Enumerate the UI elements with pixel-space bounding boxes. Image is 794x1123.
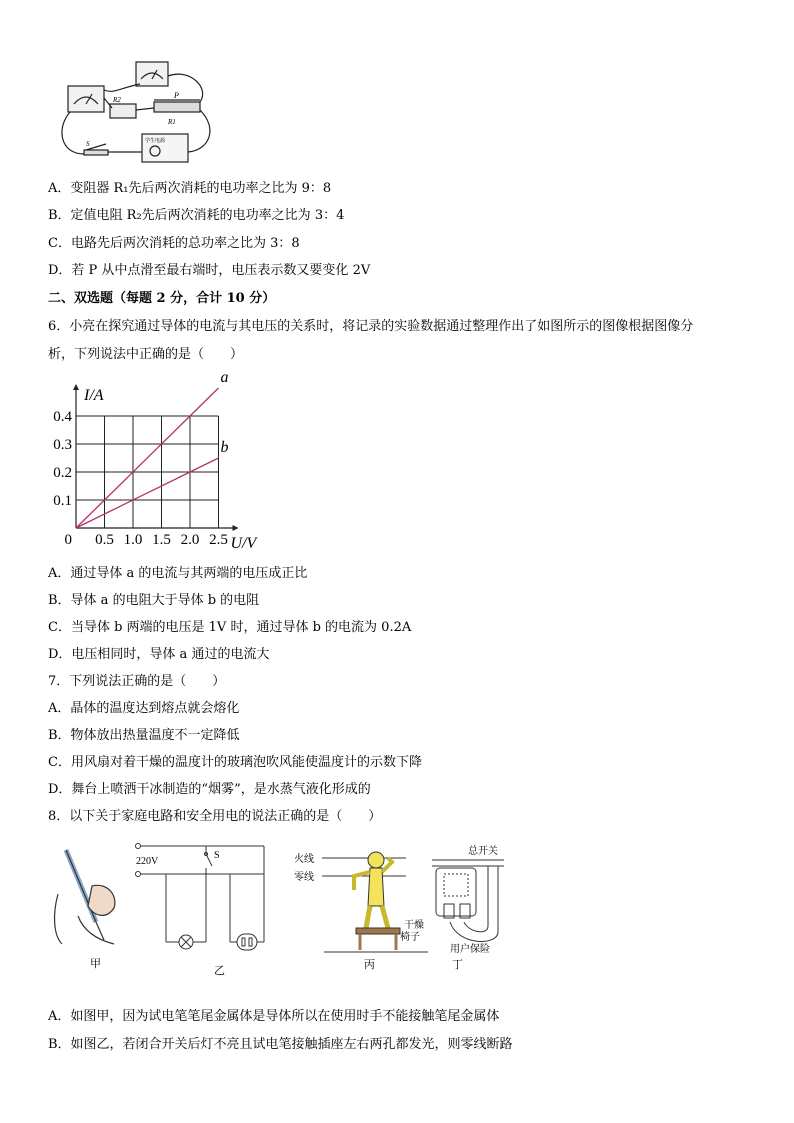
q8-option-a: A．如图甲，因为试电笔笔尾金属体是导体所以在使用时手不能接触笔尾金属体 xyxy=(48,1009,500,1024)
q7-option-a: A．晶体的温度达到熔点就会熔化 xyxy=(48,701,240,716)
q6-option-d: D．电压相同时，导体 a 通过的电流大 xyxy=(48,647,270,662)
label-220v: 220V xyxy=(136,856,159,867)
y-axis-arrow xyxy=(73,384,79,390)
label-huoxian: 火线 xyxy=(294,854,314,865)
label-yizi: 椅子 xyxy=(400,932,420,943)
q5-option-a: A．变阻器 R₁先后两次消耗的电功率之比为 9：8 xyxy=(48,181,332,196)
q6-stem-line2: 析，下列说法中正确的是（ ） xyxy=(48,347,244,362)
label-p: P xyxy=(174,91,179,100)
q6-stem-line1: 6．小亮在探究通过导体的电流与其电压的关系时，将记录的实验数据通过整理作出了如图所示的图像根据图像分 xyxy=(48,319,694,334)
q6-option-b: B．导体 a 的电阻大于导体 b 的电阻 xyxy=(48,593,260,608)
q6-option-a: A．通过导体 a 的电流与其两端的电压成正比 xyxy=(48,566,308,581)
q7-stem: 7．下列说法正确的是（ ） xyxy=(48,674,226,689)
x-tick-label: 1.0 xyxy=(123,532,143,548)
series-label-a: a xyxy=(220,369,229,386)
q6-chart xyxy=(46,369,276,558)
caption-yi: 乙 xyxy=(214,964,225,977)
series-line-b xyxy=(76,458,219,528)
caption-jia: 甲 xyxy=(90,957,101,970)
caption-ding: 丁 xyxy=(452,958,463,971)
origin-label: 0 xyxy=(64,532,72,548)
q5-circuit-figure xyxy=(50,58,220,168)
q7-option-c: C．用风扇对着干燥的温度计的玻璃泡吹风能使温度计的示数下降 xyxy=(48,755,422,770)
label-ganzao: 干燥 xyxy=(404,920,424,931)
label-r2: R2 xyxy=(113,96,121,104)
x-axis-arrow xyxy=(233,525,239,531)
x-tick-label: 2.0 xyxy=(180,532,200,548)
y-tick-label: 0.4 xyxy=(53,409,72,425)
x-tick-label: 1.5 xyxy=(152,532,171,548)
caption-bing: 丙 xyxy=(364,958,375,971)
q8-figure xyxy=(48,836,528,976)
label-lingxian: 零线 xyxy=(294,872,314,883)
x-tick-label: 2.5 xyxy=(209,532,228,548)
q6-option-c: C．当导体 b 两端的电压是 1V 时，通过导体 b 的电流为 0.2A xyxy=(48,620,412,635)
x-tick-label: 0.5 xyxy=(95,532,114,548)
label-r1: R1 xyxy=(168,118,176,126)
y-tick-label: 0.1 xyxy=(53,493,72,509)
q8-stem: 8．以下关于家庭电路和安全用电的说法正确的是（ ） xyxy=(48,809,382,824)
series-label-b: b xyxy=(220,439,229,456)
label-zongkaiguan: 总开关 xyxy=(468,846,498,857)
series-line-a xyxy=(76,388,219,528)
q5-option-b: B．定值电阻 R₂先后两次消耗的电功率之比为 3：4 xyxy=(48,208,345,223)
label-s: S xyxy=(86,140,90,148)
label-panel: 学生电源 xyxy=(145,138,166,144)
figure-ding-main-switch xyxy=(432,860,504,941)
q8-option-b: B．如图乙，若闭合开关后灯不亮且试电笔接触插座左右两孔都发光，则零线断路 xyxy=(48,1037,513,1052)
figure-jia-test-pen xyxy=(55,850,115,944)
x-axis-label: U/V xyxy=(230,535,257,552)
y-tick-label: 0.3 xyxy=(53,437,72,453)
label-yonghu: 用户保险 xyxy=(450,944,490,955)
q7-option-d: D．舞台上喷洒干冰制造的“烟雾”，是水蒸气液化形成的 xyxy=(48,782,371,797)
label-switch-s: S xyxy=(214,850,220,861)
y-tick-label: 0.2 xyxy=(53,465,72,481)
q5-option-c: C．电路先后两次消耗的总功率之比为 3：8 xyxy=(48,236,300,251)
y-axis-label: I/A xyxy=(84,387,104,404)
section-2-title: 二、双选题（每题 2 分，合计 10 分） xyxy=(48,291,276,306)
q7-option-b: B．物体放出热量温度不一定降低 xyxy=(48,728,240,743)
q5-option-d: D．若 P 从中点滑至最右端时，电压表示数又要变化 2V xyxy=(48,263,371,278)
